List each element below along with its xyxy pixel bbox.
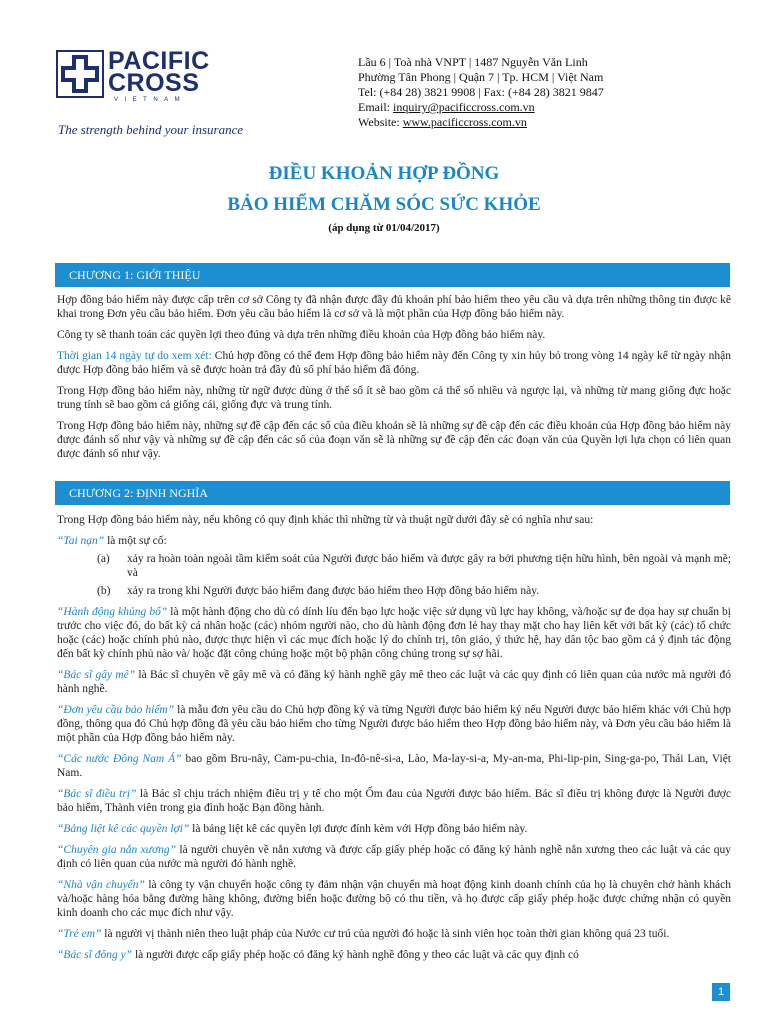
apply-date: (áp dụng từ 01/04/2017) — [328, 222, 440, 234]
definition — [57, 878, 731, 920]
contact-info — [358, 55, 604, 130]
list-item — [57, 584, 731, 598]
term-text: là một sự cố: — [104, 535, 167, 547]
brand-name-line2: CROSS — [108, 69, 200, 97]
term: “Các nước Đông Nam Á” — [57, 753, 182, 765]
definition — [57, 668, 731, 696]
term-text: là mẫu đơn yêu cầu do Chủ hợp đồng ký và từng Người được bảo hiểm ký nếu Người được bảo hiểm khác với Chủ hợp đồng, thông qua đó Chủ hợp đồng đã yêu cầu bảo hiểm cho từng Người được bảo hiểm theo Hợp đồng bảo hiểm này, và Đơn yêu cầu bảo hiểm là một phần của Hợp đồng bảo hiểm này. — [57, 704, 732, 744]
term-text: là người được cấp giấy phép hoặc có đăng ký hành nghề đông y theo các luật và các quy định có — [132, 949, 579, 961]
website-link[interactable]: www.pacificcross.com.vn — [402, 115, 527, 129]
paragraph: Trong Hợp đồng bảo hiểm này, nếu không có quy định khác thì những từ và thuật ngữ dưới đây sẽ có nghĩa như sau: — [57, 514, 594, 526]
definition — [57, 534, 731, 548]
definition — [57, 948, 731, 962]
website-label: Website: — [358, 115, 403, 129]
chapter1-heading: CHƯƠNG 1: GIỚI THIỆU — [55, 263, 730, 287]
document-title-line2: BẢO HIỂM CHĂM SÓC SỨC KHỎE — [227, 194, 541, 215]
brand-name-line1: PACIFIC — [108, 47, 210, 75]
paragraph: Hợp đồng bảo hiểm này được cấp trên cơ sở Công ty đã nhận được đầy đủ khoản phí bảo hiểm theo yêu cầu và dựa trên những thông tin được kê khai trong Đơn yêu cầu bảo hiểm. Đơn yêu cầu bảo hiểm là cơ sở và là một phần của Hợp đồng bảo hiểm này. — [57, 294, 731, 320]
term-text: là Bác sĩ chuyên về gây mê và có đăng ký hành nghề gây mê theo các luật và các quy định có liên quan của nước mà người đó hành nghề. — [57, 669, 731, 695]
term: “Chuyên gia nắn xương” — [57, 844, 176, 856]
address-line2: Phường Tân Phong | Quận 7 | Tp. HCM | Việt Nam — [358, 70, 604, 84]
term-text: là người chuyên về nắn xương và được cấp giấy phép hoặc có đăng ký hành nghề nắn xương theo các luật và các quy định có liên quan của nước mà người đó hành nghề. — [57, 844, 731, 870]
paragraph: Trong Hợp đồng bảo hiểm này, những từ ngữ được dùng ở thể số ít sẽ bao gồm cả thể số nhiều và ngược lại, và những từ mang giống đực hoặc trung tính sẽ bao gồm cả giống cái, giống đực và trung tính. — [57, 385, 731, 411]
address-line1: Lầu 6 | Toà nhà VNPT | 1487 Nguyễn Văn Linh — [358, 55, 588, 69]
paragraph: Trong Hợp đồng bảo hiểm này, những sự đề cập đến các số của điều khoản sẽ là những sự đề cập đến các điều khoản của Hợp đồng bảo hiểm này được đánh số như vậy và những sự đề cập đến các số của đoạn văn sẽ là những sự đề cập đến các đoạn văn của Quyền lợi lựa chọn có liên quan được đánh số như vậy. — [57, 420, 731, 460]
page-number: 1 — [712, 983, 730, 1001]
phone-fax: Tel: (+84 28) 3821 9908 | Fax: (+84 28) 3821 9847 — [358, 85, 604, 99]
term: “Đơn yêu cầu bảo hiểm” — [57, 704, 175, 716]
list-label: (b) — [97, 585, 111, 597]
tagline: The strength behind your insurance — [58, 122, 244, 137]
cross-logo-icon — [56, 50, 104, 98]
email-label: Email: — [358, 100, 393, 114]
definition — [57, 605, 731, 661]
term: “Bảng liệt kê các quyền lợi” — [57, 823, 190, 835]
paragraph — [57, 349, 731, 377]
term-text: bao gồm Bru-nây, Cam-pu-chia, In-đô-nê-si-a, Lào, Ma-lay-si-a, My-an-ma, Phi-lip-pin, Sing-ga-po, Thái Lan, Việt Nam. — [57, 753, 731, 779]
term-free-look: Thời gian 14 ngày tự do xem xét: — [57, 350, 212, 362]
definition — [57, 752, 731, 780]
definition — [57, 843, 731, 871]
term: “Trẻ em” — [57, 928, 102, 940]
email-line — [358, 100, 604, 115]
term: “Hành động khủng bố” — [57, 606, 168, 618]
paragraph: Công ty sẽ thanh toán các quyền lợi theo đúng và dựa trên những điều khoản của Hợp đồng bảo hiểm này. — [57, 329, 546, 341]
term: “Bác sĩ đông y” — [57, 949, 133, 961]
list-label: (a) — [97, 553, 110, 565]
term-text: là một hành động cho dù có dính líu đến bạo lực hoặc việc sử dụng vũ lực hay không, và/hoặc sự đe dọa hay sự chuẩn bị trước cho việc đó, do bất kỳ cá nhân hoặc (các) nhóm người nào, cho dù hành động đơn lẻ hay thay mặt cho hay liên kết với bất kỳ (các) tổ chức hoặc (các) hoặc chính phủ nào, được thực hiện vì các mục đích hoặc lý do chính trị, tôn giáo, ý thức hệ, hay dân tộc bao gồm cả ý định tác động đến bất kỳ chính phủ nào và/ hoặc đặt công chúng hoặc một bộ phận công chúng trong sự sợ hãi. — [57, 606, 731, 660]
chapter2-heading: CHƯƠNG 2: ĐỊNH NGHĨA — [55, 481, 730, 505]
document-title-line1: ĐIỀU KHOẢN HỢP ĐỒNG — [268, 163, 500, 184]
term: “Nhà vận chuyển” — [57, 879, 145, 891]
term-text: là người vị thành niên theo luật pháp của Nước cư trú của người đó hoặc là sinh viên học toàn thời gian không quá 23 tuổi. — [101, 928, 670, 940]
list-text: xảy ra trong khi Người được bảo hiểm đang được bảo hiểm theo Hợp đồng bảo hiểm này. — [127, 585, 540, 597]
chapter1-body — [57, 293, 731, 461]
term: “Tai nạn” — [57, 535, 105, 547]
email-link[interactable]: inquiry@pacificcross.com.vn — [393, 100, 535, 114]
definition — [57, 703, 731, 745]
definition — [57, 787, 731, 815]
definition — [57, 927, 731, 941]
definition — [57, 822, 731, 836]
term-text: là công ty vận chuyển hoặc công ty đảm nhận vận chuyển mà hoạt động kinh doanh chính của họ là chuyên chở hành khách và/hoặc hàng hóa bằng đường hàng không, đường biển hoặc đường bộ có thu tiền, và họ được cấp giấy phép hoặc được chứng nhận có quyền kinh doanh cho các mục đích như vậy. — [57, 879, 731, 919]
term: “Bác sĩ điều trị” — [57, 788, 137, 800]
website-line — [358, 115, 604, 130]
list-item — [57, 552, 731, 580]
term-text: là Bác sĩ chịu trách nhiệm điều trị y tế cho một Ốm đau của Người được bảo hiểm. Bác sĩ điều trị không được là Người được bảo hiểm, Thành viên trong gia đình hoặc Bạn đồng hành. — [57, 788, 731, 814]
list-text: xảy ra hoàn toàn ngoài tầm kiểm soát của Người được bảo hiểm và được gây ra bởi phương tiện hữu hình, bên ngoài và mạnh mẽ; và — [127, 553, 731, 579]
term: “Bác sĩ gây mê” — [57, 669, 136, 681]
chapter2-body — [57, 513, 731, 962]
term-text: là bảng liệt kê các quyền lợi được đính kèm với Hợp đồng bảo hiểm này. — [189, 823, 528, 835]
brand-name-line3: VIETNAM — [114, 97, 187, 103]
term-text: Chủ hợp đồng có thể đem Hợp đồng bảo hiểm này đến Công ty xin hủy bỏ trong vòng 14 ngày kể từ ngày nhận được Hợp đồng bảo hiểm và sẽ được hoàn trả đầy đủ số phí bảo hiểm đã đóng. — [57, 350, 732, 376]
